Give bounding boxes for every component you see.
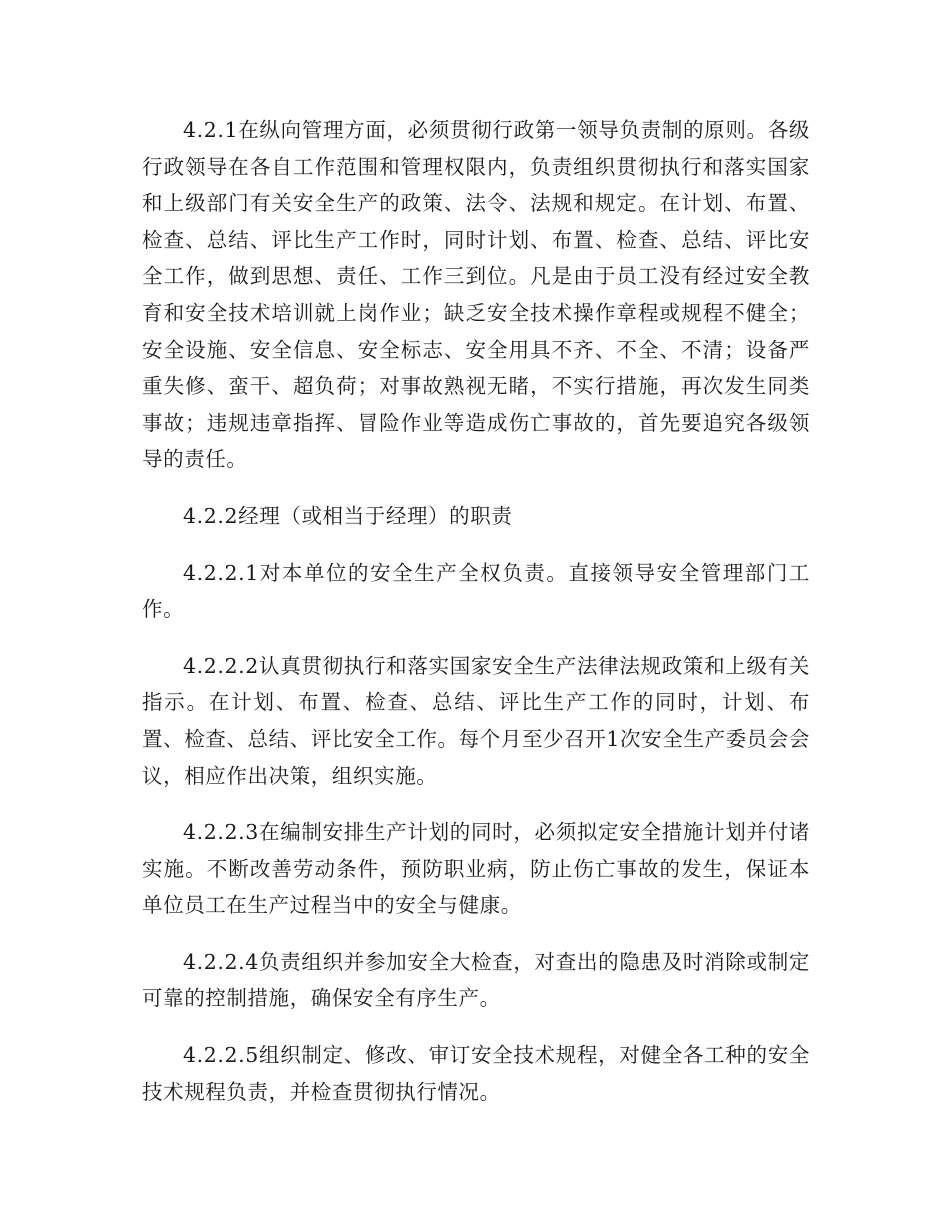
paragraph-4-2-2-5: 4.2.2.5组织制定、修改、审订安全技术规程，对健全各工种的安全技术规程负责，并检查贯彻执行情况。	[142, 1043, 810, 1104]
paragraph-4-2-2-1: 4.2.2.1对本单位的安全生产全权负责。直接领导安全管理部门工作。	[142, 560, 810, 622]
document-page	[142, 112, 810, 1130]
paragraph-4-2-2-3: 4.2.2.3在编制安排生产计划的同时，必须拟定安全措施计划并付诸实施。不断改善劳动条件，预防职业病，防止伤亡事故的发生，保证本单位员工在生产过程当中的安全与健康。	[142, 820, 810, 918]
paragraph-4-2-1: 4.2.1在纵向管理方面，必须贯彻行政第一领导负责制的原则。各级行政领导在各自工作范围和管理权限内，负责组织贯彻执行和落实国家和上级部门有关安全生产的政策、法令、法规和规定。在计划、布置、检查、总结、评比生产工作时，同时计划、布置、检查、总结、评比安全工作，做到思想、责任、工作三到位。凡是由于员工没有经过安全教育和安全技术培训就上岗作业；缺乏安全技术操作章程或规程不健全；安全设施、安全信息、安全标志、安全用具不齐、不全、不清；设备严重失修、蛮干、超负荷；对事故熟视无睹，不实行措施，再次发生同类事故；违规违章指挥、冒险作业等造成伤亡事故的，首先要追究各级领导的责任。	[142, 118, 810, 472]
heading-4-2-2: 4.2.2经理（或相当于经理）的职责	[183, 503, 513, 528]
paragraph-4-2-2-4: 4.2.2.4负责组织并参加安全大检查，对查出的隐患及时消除或制定可靠的控制措施，确保安全有序生产。	[142, 949, 810, 1011]
paragraph-4-2-2-2: 4.2.2.2认真贯彻执行和落实国家安全生产法律法规政策和上级有关指示。在计划、布置、检查、总结、评比生产工作的同时，计划、布置、检查、总结、评比安全工作。每个月至少召开1次安全生产委员会会议，相应作出决策，组织实施。	[142, 653, 810, 788]
